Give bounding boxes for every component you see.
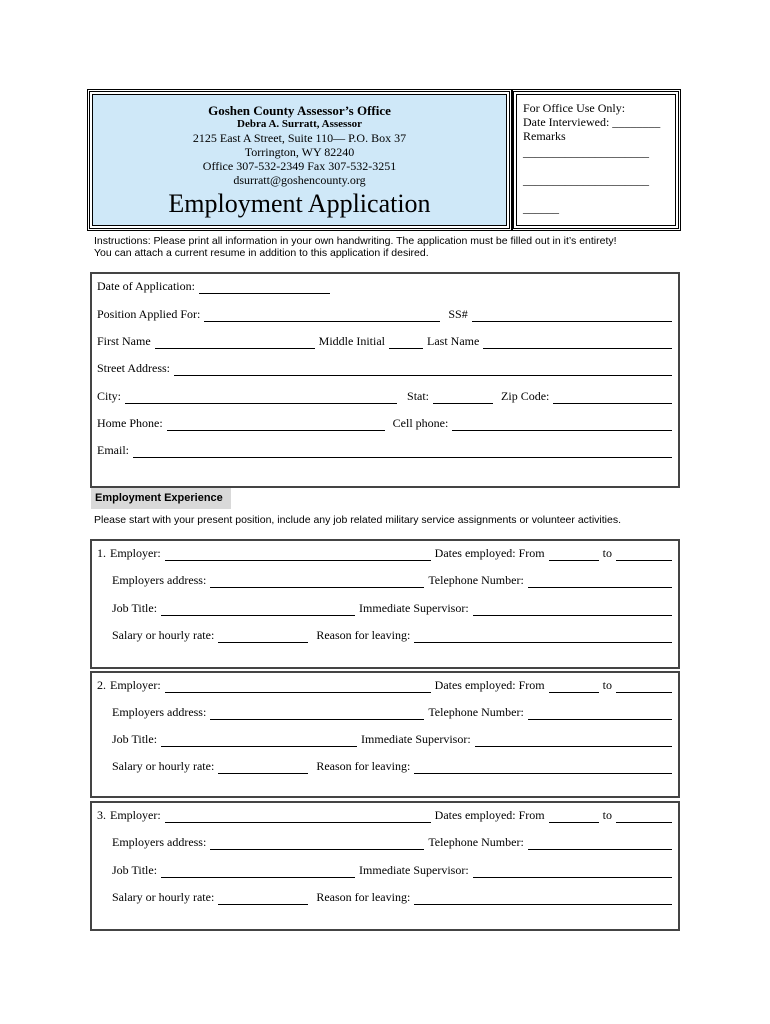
- position-label: Position Applied For:: [97, 307, 201, 321]
- job-title-field[interactable]: [161, 867, 355, 878]
- reason-field[interactable]: [414, 632, 672, 643]
- dates-from-label: Dates employed: From: [434, 678, 545, 692]
- job-title-field[interactable]: [161, 736, 357, 747]
- employer-address-label: Employers address:: [112, 705, 207, 719]
- telephone-field[interactable]: [528, 709, 672, 720]
- telephone-label: Telephone Number:: [428, 573, 524, 587]
- job-title-label: Job Title:: [112, 863, 158, 877]
- remarks-line-3[interactable]: ______: [523, 201, 559, 215]
- supervisor-label: Immediate Supervisor:: [359, 863, 469, 877]
- reason-label: Reason for leaving:: [316, 759, 411, 773]
- street-address-field[interactable]: [174, 365, 672, 376]
- job-title-label: Job Title:: [112, 601, 158, 615]
- dates-to-field[interactable]: [616, 550, 672, 561]
- street-address-label: Street Address:: [97, 361, 170, 375]
- email-label: Email:: [97, 443, 129, 457]
- remarks-label: Remarks: [523, 129, 566, 143]
- entry-number: 2.: [97, 678, 106, 692]
- dates-to-field[interactable]: [616, 682, 672, 693]
- employer-section-3: [90, 801, 680, 931]
- reason-label: Reason for leaving:: [316, 890, 411, 904]
- applicant-info-section: [90, 272, 680, 488]
- last-name-field[interactable]: [483, 338, 672, 349]
- date-of-application-field[interactable]: [199, 283, 330, 294]
- cell-phone-field[interactable]: [452, 420, 672, 431]
- email-field[interactable]: [133, 447, 672, 458]
- office-use-heading: For Office Use Only:: [523, 101, 626, 115]
- entry-number: 3.: [97, 808, 106, 822]
- supervisor-field[interactable]: [475, 736, 672, 747]
- telephone-label: Telephone Number:: [428, 835, 524, 849]
- supervisor-field[interactable]: [473, 605, 672, 616]
- salary-label: Salary or hourly rate:: [112, 890, 215, 904]
- employer-field[interactable]: [165, 550, 431, 561]
- salary-field[interactable]: [218, 632, 308, 643]
- employer-address-field[interactable]: [210, 577, 424, 588]
- date-of-application-label: Date of Application:: [97, 279, 195, 293]
- state-label: Stat:: [407, 389, 430, 403]
- name-row: [97, 335, 672, 349]
- instructions: Instructions: Please print all information in your own handwriting. The application must be filled out in it’s entirety! You can attach a current resume in addition to this application if desired.: [94, 235, 617, 259]
- telephone-field[interactable]: [528, 839, 672, 850]
- dates-from-field[interactable]: [549, 812, 599, 823]
- office-use-box: [512, 89, 681, 231]
- dates-from-field[interactable]: [549, 550, 599, 561]
- employer-label: Employer:: [110, 678, 161, 692]
- page-title: Employment Application: [168, 189, 431, 218]
- city-row: [97, 390, 672, 404]
- employment-experience-note: Please start with your present position, include any job related military service assignments or volunteer activities.: [94, 514, 621, 526]
- city-field[interactable]: [125, 393, 397, 404]
- date-row: [97, 280, 672, 294]
- entry-number: 1.: [97, 546, 106, 560]
- employer-field[interactable]: [165, 682, 431, 693]
- remarks-line-2[interactable]: _____________________: [523, 173, 649, 187]
- employer-section-1: [90, 539, 680, 669]
- office-city: Torrington, WY 82240: [244, 145, 355, 159]
- phone-row: [97, 417, 672, 431]
- employer-address-field[interactable]: [210, 839, 424, 850]
- reason-field[interactable]: [414, 894, 672, 905]
- reason-field[interactable]: [414, 763, 672, 774]
- office-header-box: [87, 89, 512, 231]
- header: [87, 89, 681, 231]
- position-row: [97, 308, 672, 322]
- employer-address-label: Employers address:: [112, 573, 207, 587]
- email-row: [97, 444, 672, 458]
- telephone-label: Telephone Number:: [428, 705, 524, 719]
- position-field[interactable]: [204, 311, 440, 322]
- employer-label: Employer:: [110, 546, 161, 560]
- cell-phone-label: Cell phone:: [392, 416, 449, 430]
- assessor-name: Debra A. Surratt, Assessor: [237, 118, 362, 130]
- office-name: Goshen County Assessor’s Office: [208, 103, 391, 118]
- first-name-field[interactable]: [155, 338, 315, 349]
- last-name-label: Last Name: [427, 334, 480, 348]
- dates-to-field[interactable]: [616, 812, 672, 823]
- office-email: dsurratt@goshencounty.org: [233, 173, 366, 187]
- dates-to-label: to: [602, 546, 612, 560]
- supervisor-label: Immediate Supervisor:: [359, 601, 469, 615]
- employer-section-2: [90, 671, 680, 798]
- office-phone-fax: Office 307-532-2349 Fax 307-532-3251: [202, 159, 397, 173]
- employer-field[interactable]: [165, 812, 431, 823]
- reason-label: Reason for leaving:: [316, 628, 411, 642]
- salary-field[interactable]: [218, 763, 308, 774]
- supervisor-field[interactable]: [473, 867, 672, 878]
- date-interviewed-field[interactable]: Date Interviewed: ________: [523, 115, 661, 129]
- salary-label: Salary or hourly rate:: [112, 628, 215, 642]
- zip-field[interactable]: [553, 393, 672, 404]
- home-phone-field[interactable]: [167, 420, 385, 431]
- home-phone-label: Home Phone:: [97, 416, 163, 430]
- employer-address-label: Employers address:: [112, 835, 207, 849]
- office-address: 2125 East A Street, Suite 110— P.O. Box 37: [192, 131, 407, 145]
- job-title-label: Job Title:: [112, 732, 158, 746]
- dates-from-label: Dates employed: From: [434, 808, 545, 822]
- employer-address-field[interactable]: [210, 709, 424, 720]
- dates-to-label: to: [602, 678, 612, 692]
- dates-from-label: Dates employed: From: [434, 546, 545, 560]
- ssn-label: SS#: [448, 307, 468, 321]
- zip-label: Zip Code:: [501, 389, 550, 403]
- employer-label: Employer:: [110, 808, 161, 822]
- city-label: City:: [97, 389, 122, 403]
- remarks-line-1[interactable]: _____________________: [523, 145, 649, 159]
- middle-initial-label: Middle Initial: [318, 334, 385, 348]
- dates-to-label: to: [602, 808, 612, 822]
- street-row: [97, 362, 672, 376]
- state-field[interactable]: [433, 393, 493, 404]
- job-title-field[interactable]: [161, 605, 355, 616]
- first-name-label: First Name: [97, 334, 151, 348]
- salary-field[interactable]: [218, 894, 308, 905]
- middle-initial-field[interactable]: [389, 338, 423, 349]
- ssn-field[interactable]: [472, 311, 672, 322]
- supervisor-label: Immediate Supervisor:: [361, 732, 471, 746]
- telephone-field[interactable]: [528, 577, 672, 588]
- salary-label: Salary or hourly rate:: [112, 759, 215, 773]
- employment-experience-heading: Employment Experience: [91, 488, 231, 509]
- dates-from-field[interactable]: [549, 682, 599, 693]
